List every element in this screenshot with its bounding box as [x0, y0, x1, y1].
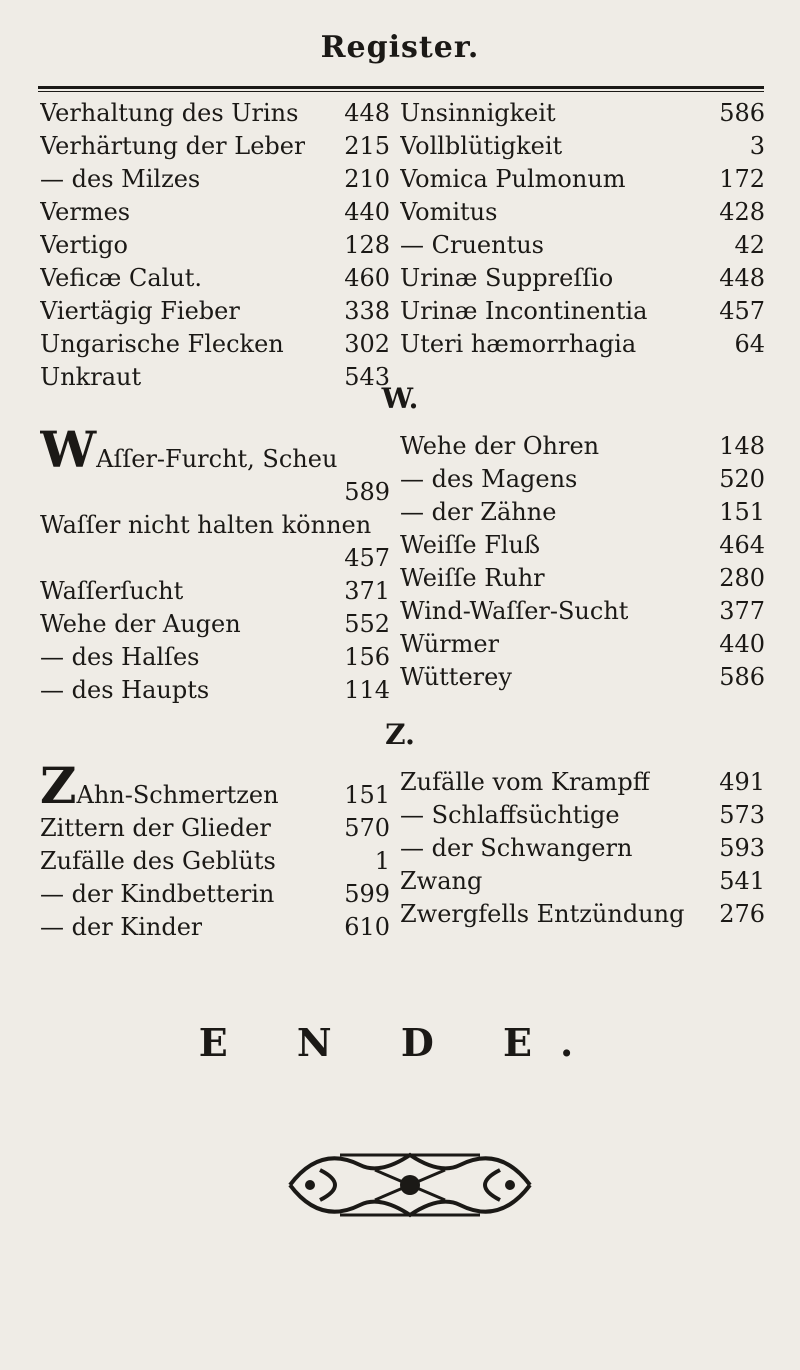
index-entry: Vertigo 128 [40, 231, 390, 259]
u-left-column [40, 97, 390, 394]
index-entry: Weiſſe Ruhr 280 [400, 564, 765, 592]
index-entry: Veficæ Calut. 460 [40, 264, 390, 292]
index-entry: Verhärtung der Leber 215 [40, 132, 390, 160]
section-letter-z: Z. [385, 718, 415, 751]
index-entry: — des Milzes 210 [40, 165, 390, 193]
index-entry: Zufälle des Geblüts 1 [40, 847, 390, 875]
index-entry: Vomitus 428 [400, 198, 765, 226]
decorative-ornament-icon [280, 1125, 540, 1245]
w-right-column [400, 430, 765, 694]
section-letter-w: W. [381, 382, 419, 415]
index-entry: Wütterey 586 [400, 663, 765, 691]
index-entry: Weiſſe Fluß 464 [400, 531, 765, 559]
drop-initial-z: Z [40, 766, 77, 812]
index-entry: — Cruentus 42 [400, 231, 765, 259]
index-entry: Vollblütigkeit 3 [400, 132, 765, 160]
header-rule [38, 86, 764, 89]
index-entry: Wehe der Augen 552 [40, 610, 390, 638]
index-entry: Uteri hæmorrhagia 64 [400, 330, 765, 358]
w-left-column [40, 430, 390, 707]
z-right-column [400, 766, 765, 931]
u-right-column [400, 97, 765, 361]
index-entry: — der Schwangern 593 [400, 834, 765, 862]
index-entry: Urinæ Incontinentia 457 [400, 297, 765, 325]
index-entry: Urinæ Suppreſſio 448 [400, 264, 765, 292]
index-entry: Vomica Pulmonum 172 [400, 165, 765, 193]
index-entry: Wehe der Ohren 148 [400, 432, 765, 460]
index-entry: Viertägig Fieber 338 [40, 297, 390, 325]
index-entry: Unkraut 543 [40, 363, 390, 391]
index-entry: Zufälle vom Krampff 491 [400, 768, 765, 796]
page-title: Register. [320, 30, 480, 65]
index-entry: — der Kinder 610 [40, 913, 390, 941]
index-entry: Waſſerſucht 371 [40, 577, 390, 605]
index-entry: Zwang 541 [400, 867, 765, 895]
z-left-column [40, 766, 390, 944]
drop-initial-w: W [40, 430, 97, 476]
index-entry: 589 [344, 478, 390, 506]
index-entry: — des Haupts 114 [40, 676, 390, 704]
index-entry: ZAhn-Schmertzen 151 [40, 766, 390, 812]
index-entry: — des Halſes 156 [40, 643, 390, 671]
index-entry: — des Magens 520 [400, 465, 765, 493]
index-entry: Wind-Waſſer-Sucht 377 [400, 597, 765, 625]
index-entry: — Schlaffsüchtige 573 [400, 801, 765, 829]
index-entry: Würmer 440 [400, 630, 765, 658]
index-entry: — der Zähne 151 [400, 498, 765, 526]
index-entry: Verhaltung des Urins 448 [40, 99, 390, 127]
index-entry: Ungarische Flecken 302 [40, 330, 390, 358]
index-entry: WAſſer-Furcht, Scheu [40, 430, 390, 476]
index-entry: Zwergfells Entzündung 276 [400, 900, 765, 928]
index-entry: Waſſer nicht halten können [40, 511, 372, 539]
index-entry: — der Kindbetterin 599 [40, 880, 390, 908]
index-entry: Zittern der Glieder 570 [40, 814, 390, 842]
index-entry: Vermes 440 [40, 198, 390, 226]
header-rule-thin [38, 91, 764, 92]
catchword-ende: E N D E. [198, 1020, 602, 1065]
index-entry: 457 [344, 544, 390, 572]
index-entry: Unsinnigkeit 586 [400, 99, 765, 127]
